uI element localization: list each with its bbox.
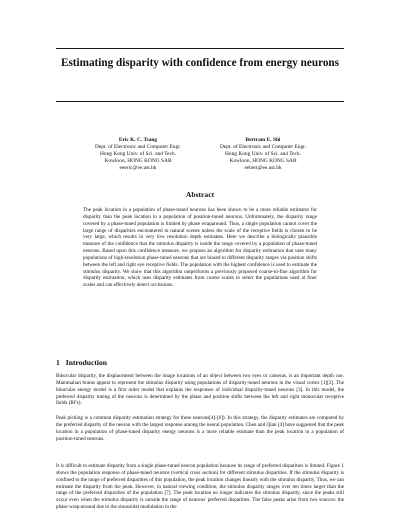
abstract-text: The peak location in a population of phase-tuned neurons has been shown to be a more reliable estimator for disparity than the peak location in a population of position-tuned neurons. Unfortunately, the disparity range covered by a phase-tuned population is limited by phase wraparound. Thus, a single population cannot cover the large range of disparities encountered in natural scenes unless the scale of the receptive fields is chosen to be very large, which results in very low resolution depth estimates. Here we describe a biologically plausible measure of the confidence that the stimulus disparity is inside the range covered by a population of phase-tuned neurons. Based upon this confidence measure, we propose an algorithm for disparity estimation that uses many populations of high-resolution phase-tuned neurons that are biased to different disparity ranges via position shifts between the left and right eye receptive fields. The population with the highest confidence is used to estimate the stimulus disparity. We show that this algorithm outperforms a previously proposed coarse-to-fine algorithm for disparity estimation, which uses disparity estimates from coarse scales to select the populations used at finer scales and can effectively detect occlusions.: [83, 207, 317, 289]
section-title: Introduction: [65, 358, 108, 367]
author-address: Kowloon, HONG KONG SAR: [104, 158, 172, 164]
author-dept: Dept. of Electronic and Computer Engr.: [94, 144, 182, 150]
paper-title: Estimating disparity with confidence from energy neurons: [60, 57, 340, 69]
section-heading: [56, 358, 107, 367]
section-number: 1: [56, 358, 60, 367]
author-address: Kowloon, HONG KONG SAR: [229, 158, 297, 164]
abstract-heading: Abstract: [185, 190, 215, 199]
author-university: Hong Kong Univ. of Sci. and Tech.: [225, 151, 301, 157]
author-university: Hong Kong Univ. of Sci. and Tech.: [100, 151, 176, 157]
author-email: eeeric@ee.ust.hk: [119, 165, 157, 171]
author-dept: Dept. of Electronic and Computer Engr.: [219, 144, 307, 150]
author-email: eebert@ee.ust.hk: [244, 165, 282, 171]
title-bottom-rule: [56, 101, 344, 102]
body-paragraph: Peak picking is a common disparity estimation strategy for these neurons[4]-[6]). In this strategy, the disparity estimates are computed by the preferred disparity of the neuron with the largest response among the neural population. Chen and Qian [4] have suggested that the peak location in a population of phase-tuned disparity energy neurons is a more reliable estimate than the peak location in a population of position-tuned neurons.: [56, 415, 344, 442]
author-name: Bertram E. Shi: [245, 137, 281, 143]
body-paragraph: Binocular disparity, the displacement between the image locations of an object between two eyes or cameras, is an important depth cue. Mammalian brains appear to represent the stimulus disparity using populations of disparity-tuned neurons in the visual cortex [1][2]. The binocular energy model is a first order model that explains the responses of individual disparity-tuned neurons [3]. In this model, the preferred disparity tuning of the neurons is determined by the phase and position shifts between the left and right monocular receptive fields (RFs).: [56, 373, 344, 407]
body-paragraph: It is difficult to estimate disparity from a single phase-tuned neuron population because its range of preferred disparities is limited. Figure 1 shows the population response of phase-tuned neurons (vertical cross section) for different stimulus disparities. If the stimulus disparity is confined to the range of preferred disparities of this population, the peak location changes linearly with the stimulus disparity. Thus, we can estimate the disparity from the peak. However, in natural viewing condition, the stimulus disparity ranges over ten times larger than the range of the preferred disparities of the population [7]. The peak location no longer indicates the stimulus disparity, since the peaks still occur even when the stimulus disparity is outside the range of neurons' preferred disparities. The false peaks arise from two sources: the phase wrap-around due to the sinusoidal modulation in the: [56, 463, 344, 511]
author-block-2: [188, 137, 338, 172]
title-top-rule: [56, 48, 344, 49]
author-name: Eric K. C. Tsang: [118, 137, 158, 143]
